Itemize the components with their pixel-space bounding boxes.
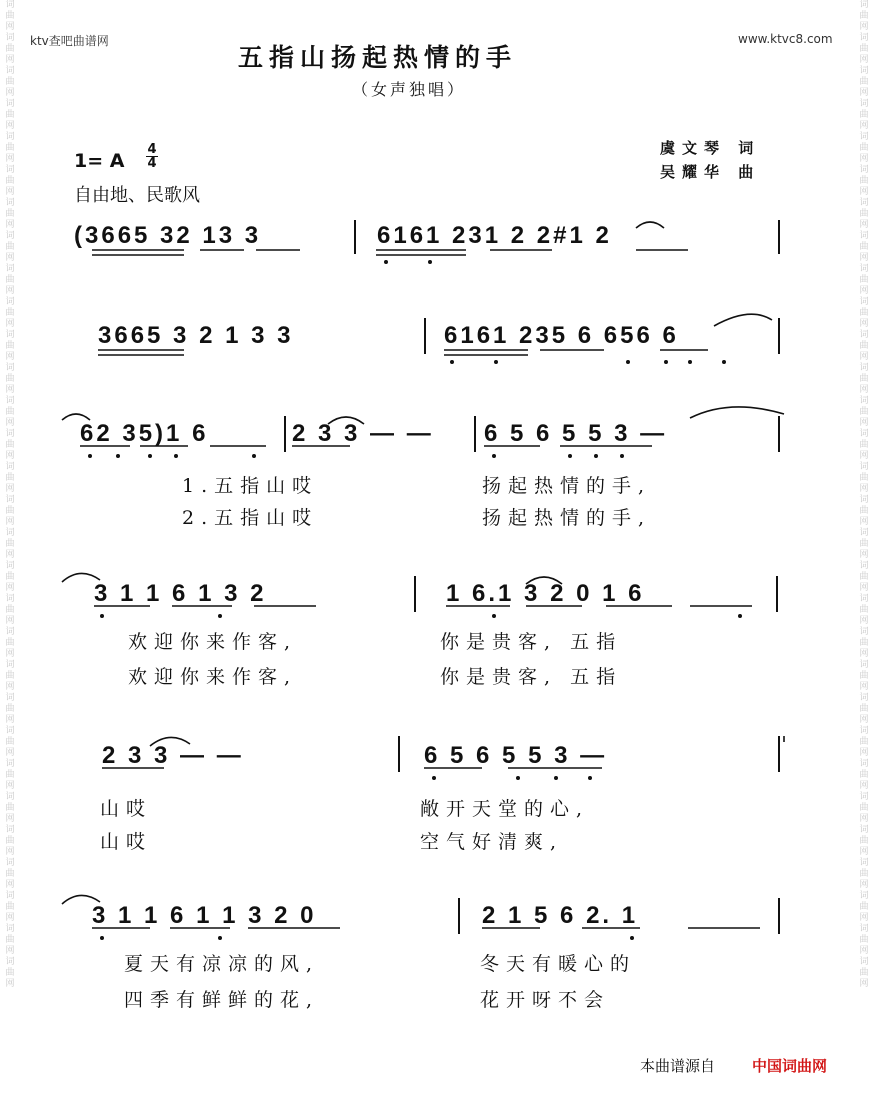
measure-group: 2 1 5 6 2. 1 [482, 902, 639, 929]
watermark-glyph: 网 [859, 715, 869, 725]
watermark-glyph: 网 [5, 418, 15, 428]
watermark-glyph: 词 [859, 297, 869, 307]
watermark-glyph: 曲 [5, 572, 15, 582]
watermark-glyph: 网 [859, 682, 869, 692]
bar-line [354, 220, 356, 254]
watermark-glyph: 词 [859, 825, 869, 835]
key-signature: 1= A [74, 150, 125, 172]
measure-group: 6161 231 2 2#1 2 [377, 222, 612, 249]
watermark-glyph: 曲 [859, 605, 869, 615]
octave-dot [588, 776, 592, 780]
watermark-glyph: 网 [859, 154, 869, 164]
watermark-glyph: 曲 [5, 374, 15, 384]
watermark-glyph: 网 [5, 484, 15, 494]
watermark-glyph: 词 [859, 957, 869, 967]
measure-group: (3665 32 13 3 [74, 222, 262, 249]
watermark-glyph: 曲 [859, 407, 869, 417]
watermark-glyph: 词 [5, 693, 15, 703]
watermark-glyph: 曲 [5, 770, 15, 780]
watermark-glyph: 曲 [859, 968, 869, 978]
watermark-glyph: 网 [859, 583, 869, 593]
watermark-glyph: 曲 [5, 968, 15, 978]
octave-dot [626, 360, 630, 364]
watermark-glyph: 网 [859, 253, 869, 263]
lyric-verse-2: 花开呀不会 [480, 989, 611, 1011]
watermark-glyph: 词 [859, 594, 869, 604]
watermark-glyph: 词 [5, 396, 15, 406]
tempo-marking: 自由地、民歌风 [74, 185, 200, 206]
measure-group: 6161 235 6 656 6 [444, 322, 679, 349]
watermark-glyph: 网 [5, 88, 15, 98]
watermark-glyph: 网 [859, 451, 869, 461]
watermark-glyph: 词 [859, 198, 869, 208]
watermark-glyph: 词 [859, 858, 869, 868]
watermark-glyph: 网 [5, 715, 15, 725]
watermark-glyph: 网 [859, 649, 869, 659]
watermark-glyph: 网 [5, 517, 15, 527]
watermark-glyph: 词 [5, 33, 15, 43]
watermark-glyph: 曲 [859, 704, 869, 714]
watermark-glyph: 网 [859, 385, 869, 395]
slur [714, 314, 772, 326]
watermark-glyph: 网 [5, 22, 15, 32]
watermark-glyph: 网 [859, 88, 869, 98]
bar-line [778, 318, 780, 354]
watermark-glyph: 网 [5, 649, 15, 659]
watermark-glyph: 网 [5, 946, 15, 956]
composer-credit: 吴耀华 曲 [660, 163, 761, 181]
octave-dot [218, 614, 222, 618]
watermark-glyph: 词 [5, 924, 15, 934]
watermark-glyph: 网 [5, 352, 15, 362]
watermark-glyph: 曲 [5, 341, 15, 351]
watermark-glyph: 词 [5, 561, 15, 571]
watermark-glyph: 网 [5, 847, 15, 857]
watermark-glyph: 网 [5, 220, 15, 230]
watermark-glyph: 词 [859, 660, 869, 670]
watermark-glyph: 词 [859, 726, 869, 736]
watermark-glyph: 曲 [5, 440, 15, 450]
watermark-glyph: 词 [5, 198, 15, 208]
watermark-glyph: 曲 [859, 836, 869, 846]
octave-dot [432, 776, 436, 780]
bar-line [414, 576, 416, 612]
watermark-glyph: 词 [5, 363, 15, 373]
watermark-glyph: 曲 [5, 671, 15, 681]
watermark-glyph: 词 [859, 528, 869, 538]
octave-dot [428, 260, 432, 264]
watermark-glyph: 词 [5, 132, 15, 142]
watermark-glyph: 曲 [5, 110, 15, 120]
watermark-glyph: 曲 [859, 374, 869, 384]
watermark-glyph: 曲 [5, 11, 15, 21]
watermark-glyph: 网 [859, 979, 869, 989]
measure-group: 3 1 1 6 1 1 3 2 0 [92, 902, 317, 929]
watermark-glyph: 网 [5, 913, 15, 923]
octave-dot [568, 454, 572, 458]
watermark-glyph: 网 [5, 748, 15, 758]
watermark-glyph: 曲 [859, 143, 869, 153]
octave-dot [738, 614, 742, 618]
watermark-glyph: 词 [5, 858, 15, 868]
watermark-glyph: 曲 [5, 638, 15, 648]
site-url-right: www.ktvc8.com [738, 32, 833, 46]
watermark-glyph: 网 [859, 814, 869, 824]
watermark-glyph: 曲 [5, 176, 15, 186]
octave-dot [100, 614, 104, 618]
slur [636, 222, 664, 228]
measure-group: 6 5 6 5 5 3 — [484, 420, 668, 447]
watermark-glyph: 词 [5, 165, 15, 175]
watermark-glyph: 曲 [5, 308, 15, 318]
watermark-glyph: 网 [859, 748, 869, 758]
octave-dot [100, 936, 104, 940]
bar-line [776, 576, 778, 612]
watermark-glyph: 网 [859, 319, 869, 329]
watermark-glyph: 网 [859, 121, 869, 131]
bar-line [284, 416, 286, 452]
octave-dot [722, 360, 726, 364]
watermark-glyph: 网 [859, 550, 869, 560]
watermark-glyph: 曲 [5, 143, 15, 153]
watermark-glyph: 曲 [859, 44, 869, 54]
watermark-glyph: 词 [5, 0, 15, 10]
watermark-glyph: 曲 [859, 275, 869, 285]
octave-dot [492, 614, 496, 618]
octave-dot [384, 260, 388, 264]
watermark-glyph: 曲 [859, 869, 869, 879]
watermark-glyph: 词 [859, 891, 869, 901]
watermark-glyph: 网 [5, 583, 15, 593]
octave-dot [554, 776, 558, 780]
watermark-glyph: 网 [5, 814, 15, 824]
watermark-glyph: 词 [5, 495, 15, 505]
watermark-glyph: 曲 [5, 242, 15, 252]
watermark-glyph: 词 [859, 132, 869, 142]
bar-line [474, 416, 476, 452]
lyric-verse-2: 空气好清爽, [420, 831, 564, 853]
watermark-glyph: 曲 [859, 902, 869, 912]
watermark-glyph: 词 [859, 165, 869, 175]
watermark-glyph: 曲 [5, 869, 15, 879]
watermark-glyph: 词 [5, 528, 15, 538]
watermark-glyph: 曲 [859, 572, 869, 582]
watermark-glyph: 词 [5, 231, 15, 241]
watermark-glyph: 词 [859, 627, 869, 637]
lyric-verse-1: 冬天有暖心的 [480, 953, 637, 975]
octave-dot [688, 360, 692, 364]
watermark-glyph: 词 [859, 264, 869, 274]
footer-source-label: 本曲谱源自 [640, 1057, 716, 1075]
watermark-glyph: 词 [859, 693, 869, 703]
lyric-verse-1: 山哎 [100, 798, 153, 820]
lyric-verse-2: 扬起热情的手, [482, 507, 652, 529]
lyric-verse-1: 1.五指山哎 [182, 475, 319, 497]
watermark-glyph: 词 [5, 66, 15, 76]
watermark-glyph: 曲 [5, 803, 15, 813]
watermark-column-left [2, 0, 18, 1103]
watermark-glyph: 词 [859, 924, 869, 934]
watermark-glyph: 网 [5, 781, 15, 791]
watermark-glyph: 网 [859, 22, 869, 32]
watermark-glyph: 曲 [5, 209, 15, 219]
watermark-glyph: 网 [859, 880, 869, 890]
watermark-glyph: 词 [859, 792, 869, 802]
watermark-glyph: 曲 [859, 308, 869, 318]
lyric-verse-1: 欢迎你来作客, [128, 631, 298, 653]
watermark-glyph: 曲 [859, 671, 869, 681]
watermark-glyph: 网 [5, 979, 15, 989]
watermark-glyph: 网 [859, 187, 869, 197]
watermark-glyph: 曲 [859, 737, 869, 747]
time-signature-top: 4 [147, 142, 157, 157]
measure-group: 2 3 3 — — [102, 742, 244, 769]
watermark-glyph: 词 [5, 627, 15, 637]
watermark-glyph: 曲 [5, 737, 15, 747]
watermark-glyph: 网 [859, 913, 869, 923]
watermark-glyph: 网 [859, 484, 869, 494]
octave-dot [594, 454, 598, 458]
watermark-glyph: 词 [5, 264, 15, 274]
lyric-verse-1: 扬起热情的手, [482, 475, 652, 497]
watermark-glyph: 曲 [859, 242, 869, 252]
watermark-glyph: 曲 [5, 473, 15, 483]
octave-dot [492, 454, 496, 458]
watermark-glyph: 网 [859, 286, 869, 296]
watermark-glyph: 曲 [5, 44, 15, 54]
octave-dot [620, 454, 624, 458]
watermark-glyph: 曲 [859, 803, 869, 813]
octave-dot [494, 360, 498, 364]
watermark-glyph: 曲 [5, 836, 15, 846]
watermark-glyph: 词 [5, 957, 15, 967]
watermark-glyph: 网 [859, 781, 869, 791]
watermark-glyph: 网 [859, 847, 869, 857]
watermark-glyph: 曲 [859, 638, 869, 648]
watermark-glyph: 词 [5, 429, 15, 439]
lyric-verse-1: 敞开天堂的心, [420, 798, 590, 820]
watermark-glyph: 词 [5, 759, 15, 769]
watermark-glyph: 词 [859, 462, 869, 472]
watermark-glyph: 曲 [859, 209, 869, 219]
lyric-verse-1: 夏天有凉凉的风, [124, 953, 320, 975]
watermark-glyph: 词 [859, 396, 869, 406]
watermark-glyph: 词 [859, 429, 869, 439]
watermark-glyph: 网 [5, 253, 15, 263]
octave-dot [664, 360, 668, 364]
octave-dot [88, 454, 92, 458]
watermark-glyph: 曲 [859, 176, 869, 186]
bar-line [778, 898, 780, 934]
watermark-glyph: 词 [5, 297, 15, 307]
watermark-glyph: 网 [5, 55, 15, 65]
octave-dot [148, 454, 152, 458]
watermark-glyph: 曲 [5, 506, 15, 516]
watermark-glyph: 曲 [859, 110, 869, 120]
watermark-glyph: 曲 [859, 440, 869, 450]
watermark-glyph: 词 [5, 726, 15, 736]
watermark-glyph: 曲 [859, 341, 869, 351]
watermark-glyph: 曲 [859, 11, 869, 21]
lyric-verse-1: 你是贵客, 五指 [440, 631, 623, 653]
lyricist-credit: 虞文琴 词 [660, 139, 761, 157]
lyric-verse-2: 2.五指山哎 [182, 507, 319, 529]
bar-line [778, 736, 780, 772]
lyric-verse-2: 山哎 [100, 831, 153, 853]
watermark-glyph: 曲 [5, 77, 15, 87]
watermark-glyph: 网 [5, 319, 15, 329]
watermark-glyph: 曲 [5, 539, 15, 549]
watermark-glyph: 词 [859, 330, 869, 340]
watermark-glyph: 网 [5, 880, 15, 890]
watermark-glyph: 词 [859, 33, 869, 43]
watermark-glyph: 网 [859, 517, 869, 527]
watermark-glyph: 网 [5, 616, 15, 626]
watermark-glyph: 词 [859, 759, 869, 769]
watermark-glyph: 网 [5, 121, 15, 131]
octave-dot [218, 936, 222, 940]
watermark-glyph: 词 [5, 330, 15, 340]
watermark-glyph: 词 [859, 231, 869, 241]
watermark-glyph: 网 [5, 154, 15, 164]
octave-dot [174, 454, 178, 458]
footer-source-link[interactable]: 中国词曲网 [752, 1057, 828, 1075]
song-subtitle: （女声独唱） [352, 80, 467, 99]
watermark-glyph: 网 [859, 946, 869, 956]
lyric-verse-2: 欢迎你来作客, [128, 666, 298, 688]
measure-group: 1 6.1 3 2 0 1 6 [446, 580, 645, 607]
slur [690, 407, 784, 418]
measure-group: 6 5 6 5 5 3 — [424, 742, 608, 769]
measure-group: 62 35)1 6 [80, 420, 209, 447]
watermark-glyph: 词 [859, 66, 869, 76]
bar-line [778, 220, 780, 254]
watermark-glyph: 曲 [5, 407, 15, 417]
watermark-glyph: 网 [5, 451, 15, 461]
watermark-glyph: 曲 [5, 935, 15, 945]
bar-line [424, 318, 426, 354]
lyric-verse-2: 四季有鲜鲜的花, [124, 989, 320, 1011]
credits [660, 136, 760, 184]
watermark-glyph: 曲 [859, 770, 869, 780]
watermark-glyph: 词 [5, 660, 15, 670]
watermark-glyph: 词 [5, 792, 15, 802]
bar-line [458, 898, 460, 934]
watermark-glyph: 网 [859, 418, 869, 428]
octave-dot [116, 454, 120, 458]
watermark-glyph: 词 [859, 363, 869, 373]
octave-dot [252, 454, 256, 458]
watermark-glyph: 网 [859, 616, 869, 626]
measure-group: 3665 3 2 1 3 3 [98, 322, 294, 349]
watermark-glyph: 词 [859, 99, 869, 109]
watermark-glyph: 网 [5, 187, 15, 197]
time-signature-bottom: 4 [147, 156, 157, 171]
watermark-glyph: 网 [5, 286, 15, 296]
watermark-glyph: 词 [5, 825, 15, 835]
watermark-glyph: 网 [5, 682, 15, 692]
watermark-glyph: 词 [5, 99, 15, 109]
watermark-glyph: 词 [859, 561, 869, 571]
bar-line [778, 416, 780, 452]
watermark-glyph: 词 [5, 594, 15, 604]
octave-dot [450, 360, 454, 364]
watermark-column-right [856, 0, 872, 1103]
watermark-glyph: 词 [5, 462, 15, 472]
watermark-glyph: 曲 [859, 506, 869, 516]
lyric-verse-2: 你是贵客, 五指 [440, 666, 623, 688]
watermark-glyph: 曲 [859, 77, 869, 87]
measure-group: 3 1 1 6 1 3 2 [94, 580, 267, 607]
site-name-left: ktv查吧曲谱网 [30, 34, 109, 48]
watermark-glyph: 网 [5, 550, 15, 560]
octave-dot [630, 936, 634, 940]
measure-group: 2 3 3 — — [292, 420, 434, 447]
watermark-glyph: 曲 [5, 902, 15, 912]
watermark-glyph: 曲 [5, 605, 15, 615]
octave-dot [516, 776, 520, 780]
watermark-glyph: 曲 [859, 935, 869, 945]
watermark-glyph: 词 [859, 0, 869, 10]
watermark-glyph: 词 [5, 891, 15, 901]
watermark-glyph: 网 [859, 220, 869, 230]
watermark-glyph: 网 [5, 385, 15, 395]
watermark-glyph: 曲 [5, 704, 15, 714]
watermark-glyph: 曲 [859, 539, 869, 549]
watermark-glyph: 网 [859, 352, 869, 362]
watermark-glyph: 词 [859, 495, 869, 505]
watermark-glyph: 曲 [859, 473, 869, 483]
song-title: 五指山扬起热情的手 [238, 43, 518, 72]
time-signature [146, 143, 158, 170]
watermark-glyph: 网 [859, 55, 869, 65]
watermark-glyph: 曲 [5, 275, 15, 285]
bar-line [398, 736, 400, 772]
